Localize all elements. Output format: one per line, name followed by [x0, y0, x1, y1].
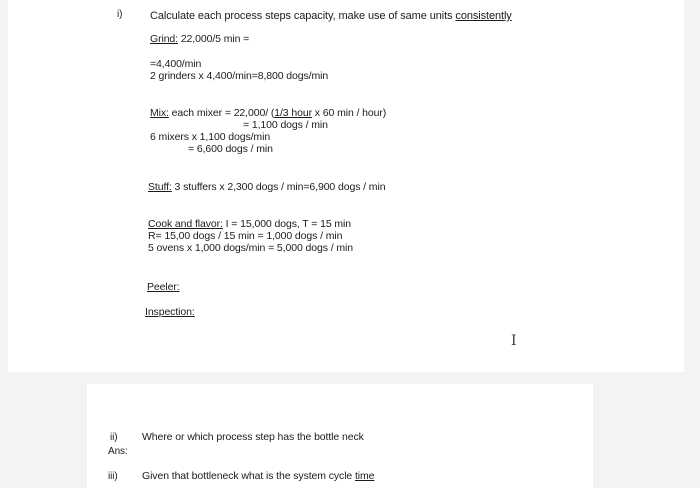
- mix-line-1: Mix: each mixer = 22,000/ (1/3 hour x 60 min / hour): [150, 107, 387, 119]
- answer-label: Ans:: [108, 446, 128, 457]
- grind-total: 2 grinders x 4,400/min=8,800 dogs/min: [150, 70, 329, 82]
- stuff-line: Stuff: 3 stuffers x 2,300 dogs / min=6,900 dogs / min: [148, 181, 386, 193]
- stuff-label: Stuff:: [148, 181, 172, 193]
- question-2-number: ii): [110, 432, 118, 443]
- cook-line-1: Cook and flavor: I = 15,000 dogs, T = 15 min: [148, 218, 352, 230]
- mix-line-3: 6 mixers x 1,100 dogs/min: [150, 131, 271, 143]
- inspection-label: Inspection:: [145, 306, 195, 318]
- cook-label: Cook and flavor:: [148, 218, 223, 230]
- mix-line-2: = 1,100 dogs / min: [243, 119, 328, 131]
- grind-label: Grind:: [150, 33, 178, 45]
- question-1-instructions: Calculate each process steps capacity, make use of same units consistently: [150, 10, 512, 22]
- question-3-text: Given that bottleneck what is the system cycle time: [142, 470, 375, 482]
- grind-result: =4,400/min: [150, 58, 202, 70]
- mix-line-4: = 6,600 dogs / min: [188, 143, 273, 155]
- cook-line-2: R= 15,00 dogs / 15 min = 1,000 dogs / min: [148, 230, 343, 242]
- question-3-number: iii): [108, 471, 118, 482]
- text-cursor-icon: I: [511, 333, 517, 349]
- mix-label: Mix:: [150, 107, 169, 119]
- grind-formula: Grind: 22,000/5 min =: [150, 33, 250, 45]
- cook-line-3: 5 ovens x 1,000 dogs/min = 5,000 dogs / min: [148, 242, 353, 254]
- question-1-number: i): [117, 9, 123, 20]
- peeler-label: Peeler:: [147, 281, 180, 293]
- question-2-text: Where or which process step has the bottle neck: [142, 431, 364, 443]
